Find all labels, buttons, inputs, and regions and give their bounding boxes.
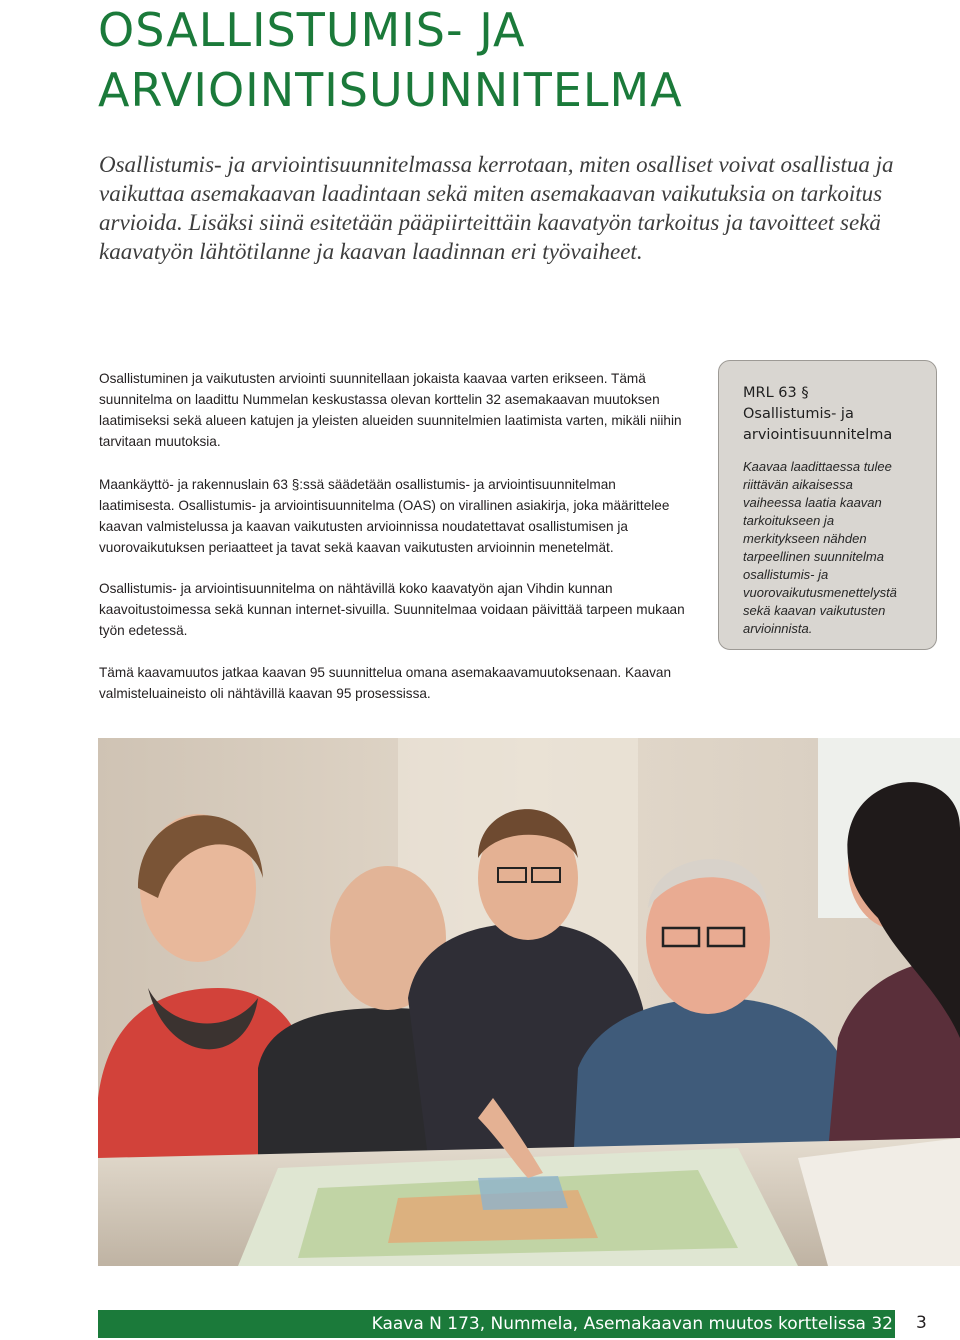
page-number: 3	[916, 1313, 927, 1333]
meeting-photo	[98, 738, 960, 1266]
info-box-heading-line-2: Osallistumis- ja	[743, 406, 854, 422]
info-box-heading-line-3: arviointisuunnitelma	[743, 427, 893, 443]
title-line-1: OSALLISTUMIS- JA	[98, 3, 526, 57]
mrl-63-info-box	[718, 360, 937, 650]
info-box-text: Kaavaa laadittaessa tulee riittävän aikaisessa vaiheessa laatia kaavan tarkoitukseen ja merkitykseen nähden tarpeellinen suunnitelma osallistumis- ja vuorovaikutusmenettelystä sekä kaavan vaikutusten arvioinnista.	[743, 459, 897, 636]
body-paragraph-4: Tämä kaavamuutos jatkaa kaavan 95 suunnittelua omana asemakaavamuutoksenaan. Kaavan valmisteluaineisto oli nähtävillä kaavan 95 prosessissa.	[99, 665, 672, 701]
footer-document-title: Kaava N 173, Nummela, Asemakaavan muutos korttelissa 32	[371, 1314, 893, 1334]
body-paragraph-3: Osallistumis- ja arviointisuunnitelma on nähtävillä koko kaavatyön ajan Vihdin kunnan kaavoitustoimessa sekä kunnan internet-sivuilla. Suunnitelmaa voidaan päivittää tarpeen mukaan työn edetessä.	[99, 581, 685, 638]
body-paragraph-2: Maankäyttö- ja rakennuslain 63 §:ssä säädetään osallistumis- ja arviointisuunnitelman laatimisesta. Osallistumis- ja arviointisuunnitelma (OAS) on virallinen asiakirja, joka määrittelee kaavan valmistelussa ja kaavan vaikutusten arvioinnissa noudatettavat osallistumisen ja vuorovaikutuksen periaatteet ja tavat sekä kaavan vaikutusten arvioinnin menetelmät.	[99, 477, 670, 555]
info-box-heading	[743, 383, 914, 446]
title-line-2: ARVIOINTISUUNNITELMA	[98, 63, 683, 117]
info-box-heading-line-1: MRL 63 §	[743, 385, 809, 401]
page-title	[98, 0, 918, 120]
body-paragraph-1: Osallistuminen ja vaikutusten arviointi suunnitellaan jokaista kaavaa varten erikseen. Tämä suunnitelma on laadittu Nummelan keskustassa olevan korttelin 32 asemakaavan muutoksen laatimiseksi sekä alueen katujen ja yleisten alueiden suunnitelmien laatimista varten, mikäli niihin tarvitaan muutoksia.	[99, 371, 682, 449]
lead-paragraph: Osallistumis- ja arviointisuunnitelmassa kerrotaan, miten osalliset voivat osallistua ja vaikuttaa asemakaavan laadintaan sekä miten asemakaavan vaikutuksia on tarkoitus arvioida. Lisäksi siinä esitetään pääpiirteittäin kaavatyön tarkoitus ja tavoitteet sekä kaavatyön lähtötilanne ja kaavan laadinnan eri työvaiheet.	[99, 152, 894, 264]
